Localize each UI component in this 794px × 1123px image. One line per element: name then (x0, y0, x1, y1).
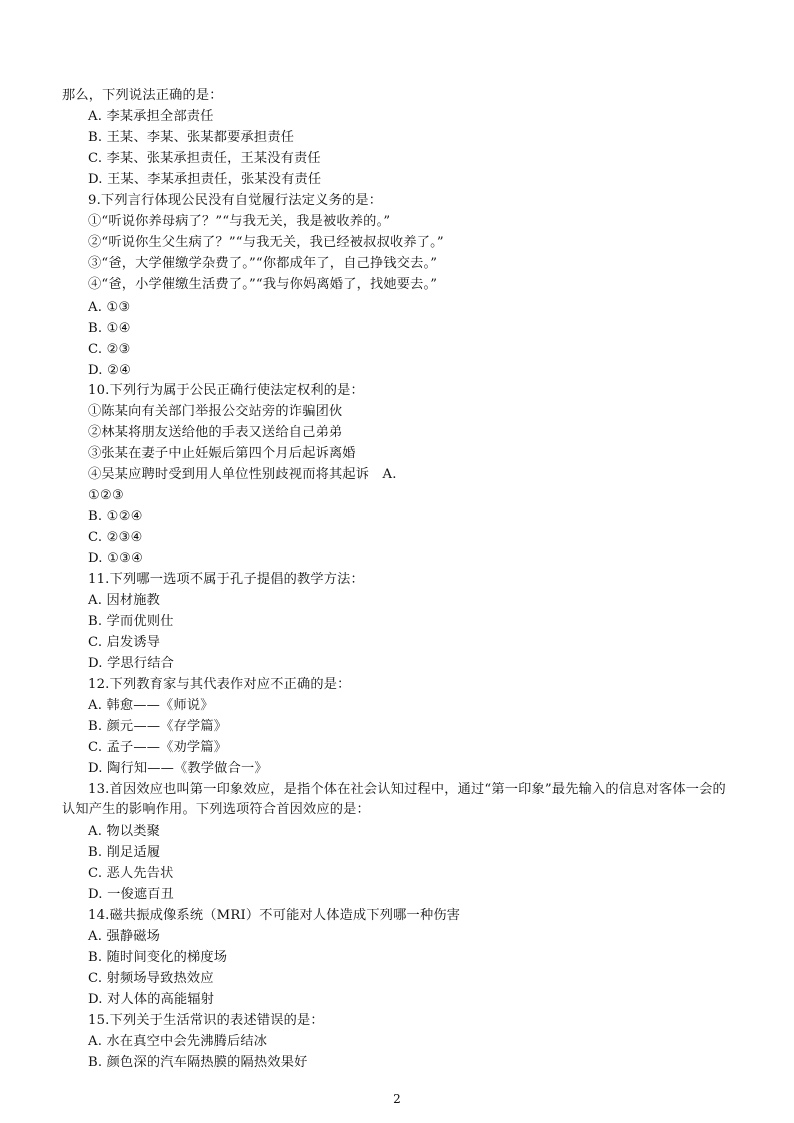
option-a: A. 因材施教 (88, 593, 161, 608)
statement-4: ④吴某应聘时受到用人单位性别歧视而将其起诉 A. (88, 467, 397, 482)
option-d: D. 陶行知——《教学做合一》 (88, 761, 268, 776)
statement-1: ①“听说你养母病了？”“与我无关，我是被收养的。” (88, 214, 391, 229)
option-d: D. ①③④ (88, 551, 144, 566)
option-c: C. 射频场导致热效应 (88, 971, 214, 986)
option-c: C. 孟子——《劝学篇》 (88, 740, 228, 755)
question-10: 10.下列行为属于公民正确行使法定权利的是： (88, 383, 364, 398)
option-b: B. 王某、李某、张某都要承担责任 (88, 130, 295, 145)
question-14: 14.磁共振成像系统（MRI）不可能对人体造成下列哪一种伤害 (88, 908, 461, 923)
question-9: 9.下列言行体现公民没有自觉履行法定义务的是： (88, 193, 383, 208)
option-a: A. 李某承担全部责任 (88, 109, 214, 124)
option-a: A. 强静磁场 (88, 929, 161, 944)
statement-4: ④“爸，小学催缴生活费了。”“我与你妈离婚了，找她要去。” (88, 277, 438, 292)
option-c: C. 启发诱导 (88, 635, 161, 650)
option-c: C. ②③ (88, 342, 131, 357)
option-d: D. 一俊遮百丑 (88, 887, 175, 902)
option-a: A. 物以类聚 (88, 824, 161, 839)
statement-2: ②林某将朋友送给他的手表又送给自己弟弟 (88, 425, 343, 440)
option-b: B. 随时间变化的梯度场 (88, 950, 228, 965)
option-d: D. ②④ (88, 363, 132, 378)
option-a: A. 水在真空中会先沸腾后结冰 (88, 1034, 268, 1049)
option-b: B. 颜元——《存学篇》 (88, 719, 228, 734)
option-b: B. 学而优则仕 (88, 614, 174, 629)
statement-1: ①陈某向有关部门举报公交站旁的诈骗团伙 (88, 404, 343, 419)
statement-3: ③“爸，大学催缴学杂费了。”“你都成年了，自己挣钱交去。” (88, 256, 438, 271)
intro-question-text: 那么，下列说法正确的是： (62, 88, 223, 103)
option-a: A. ①③ (88, 300, 131, 315)
statement-2: ②“听说你生父生病了？”“与我无关，我已经被叔叔收养了。” (88, 235, 444, 250)
question-11: 11.下列哪一选项不属于孔子提倡的教学方法： (88, 572, 364, 587)
option-b: B. ①②④ (88, 509, 143, 524)
option-c: C. 恶人先告状 (88, 866, 174, 881)
option-d: D. 王某、李某承担责任，张某没有责任 (88, 172, 322, 187)
option-d: D. 对人体的高能辐射 (88, 992, 215, 1007)
option-b: B. 颜色深的汽车隔热膜的隔热效果好 (88, 1055, 308, 1070)
question-12: 12.下列教育家与其代表作对应不正确的是： (88, 677, 351, 692)
option-a: A. 韩愈——《师说》 (88, 698, 214, 713)
statement-3: ③张某在妻子中止妊娠后第四个月后起诉离婚 (88, 446, 356, 461)
option-d: D. 学思行结合 (88, 656, 175, 671)
question-15: 15.下列关于生活常识的表述错误的是： (88, 1013, 324, 1028)
question-13: 13.首因效应也叫第一印象效应，是指个体在社会认知过程中，通过“第一印象”最先输入的信息对客体一会的认知产生的影响作用。下列选项符合首因效应的是： (62, 782, 726, 817)
page-number: 2 (393, 1092, 401, 1106)
option-c: C. 李某、张某承担责任，王某没有责任 (88, 151, 321, 166)
option-a-value: ①②③ (88, 488, 125, 503)
option-b: B. ①④ (88, 321, 131, 336)
option-b: B. 削足适履 (88, 845, 161, 860)
option-c: C. ②③④ (88, 530, 143, 545)
